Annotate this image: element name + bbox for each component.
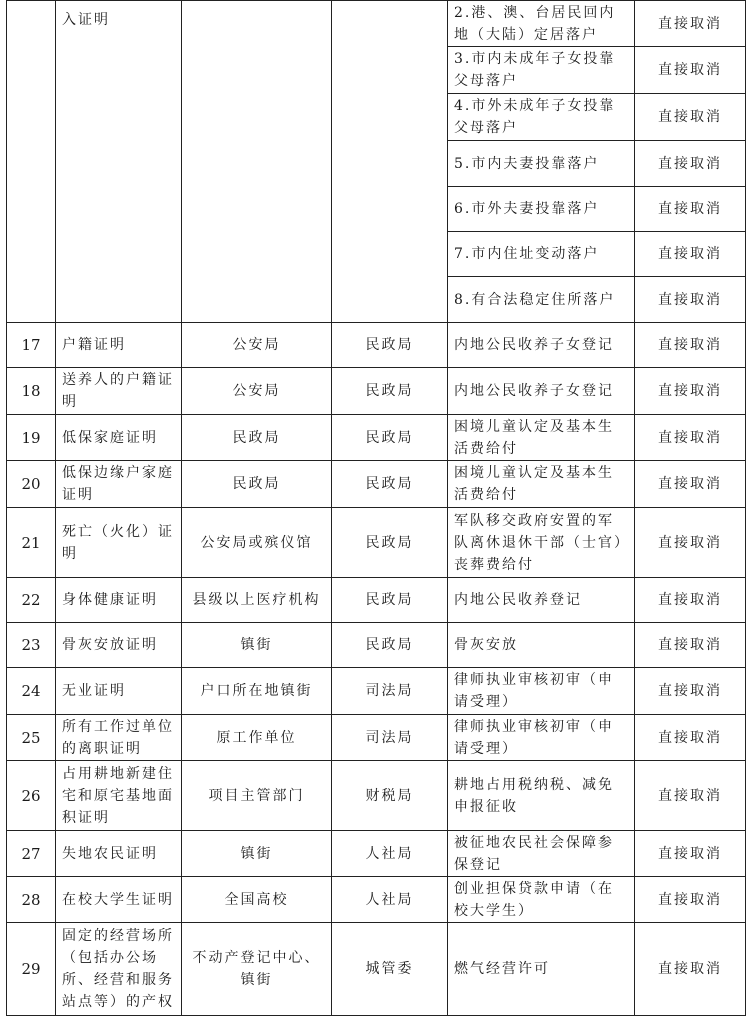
table-row — [7, 368, 746, 415]
matter-name: 内地公民收养子女登记 — [448, 368, 635, 415]
handling-method: 直接取消 — [635, 623, 746, 668]
using-department: 城管委 — [332, 923, 448, 1016]
certificate-name: 户籍证明 — [56, 323, 182, 368]
using-department: 民政局 — [332, 578, 448, 623]
issuing-body: 不动产登记中心、镇街 — [182, 923, 332, 1016]
issuing-body: 项目主管部门 — [182, 761, 332, 831]
handling-method: 直接取消 — [635, 415, 746, 461]
issuing-body: 镇街 — [182, 623, 332, 668]
issuing-body: 民政局 — [182, 461, 332, 508]
handling-method: 直接取消 — [635, 715, 746, 761]
handling-method: 直接取消 — [635, 1, 746, 47]
table-row — [7, 508, 746, 578]
certificate-table — [6, 0, 746, 1016]
handling-method: 直接取消 — [635, 578, 746, 623]
handling-method: 直接取消 — [635, 508, 746, 578]
certificate-name: 失地农民证明 — [56, 831, 182, 877]
row-number: 21 — [7, 508, 56, 578]
handling-method: 直接取消 — [635, 277, 746, 323]
matter-name: 燃气经营许可 — [448, 923, 635, 1016]
using-department: 民政局 — [332, 368, 448, 415]
using-department: 人社局 — [332, 877, 448, 923]
table-row — [7, 323, 746, 368]
matter-name: 被征地农民社会保障参保登记 — [448, 831, 635, 877]
certificate-name: 无业证明 — [56, 668, 182, 715]
certificate-name: 入证明 — [56, 1, 182, 323]
certificate-name: 死亡（火化）证明 — [56, 508, 182, 578]
certificate-name: 低保家庭证明 — [56, 415, 182, 461]
issuing-body: 户口所在地镇街 — [182, 668, 332, 715]
matter-name: 内地公民收养子女登记 — [448, 323, 635, 368]
certificate-name: 所有工作过单位的离职证明 — [56, 715, 182, 761]
matter-name: 7.市内住址变动落户 — [448, 232, 635, 277]
issuing-body: 原工作单位 — [182, 715, 332, 761]
row-number: 26 — [7, 761, 56, 831]
row-number: 29 — [7, 923, 56, 1016]
certificate-name: 在校大学生证明 — [56, 877, 182, 923]
handling-method: 直接取消 — [635, 761, 746, 831]
table-row — [7, 415, 746, 461]
certificate-name: 身体健康证明 — [56, 578, 182, 623]
issuing-body: 公安局 — [182, 323, 332, 368]
row-number: 28 — [7, 877, 56, 923]
issuing-body: 民政局 — [182, 415, 332, 461]
handling-method: 直接取消 — [635, 831, 746, 877]
using-department: 财税局 — [332, 761, 448, 831]
matter-name: 5.市内夫妻投靠落户 — [448, 141, 635, 187]
using-department: 民政局 — [332, 415, 448, 461]
certificate-name: 骨灰安放证明 — [56, 623, 182, 668]
issuing-body: 镇街 — [182, 831, 332, 877]
matter-name: 创业担保贷款申请（在校大学生） — [448, 877, 635, 923]
issuing-body: 公安局 — [182, 368, 332, 415]
row-number: 23 — [7, 623, 56, 668]
using-department: 人社局 — [332, 831, 448, 877]
table-row — [7, 623, 746, 668]
matter-name: 内地公民收养登记 — [448, 578, 635, 623]
certificate-name: 送养人的户籍证明 — [56, 368, 182, 415]
using-department: 民政局 — [332, 461, 448, 508]
matter-name: 律师执业审核初审（申请受理） — [448, 715, 635, 761]
using-department: 民政局 — [332, 508, 448, 578]
table-row — [7, 831, 746, 877]
handling-method: 直接取消 — [635, 232, 746, 277]
matter-name: 困境儿童认定及基本生活费给付 — [448, 461, 635, 508]
certificate-name: 低保边缘户家庭证明 — [56, 461, 182, 508]
handling-method: 直接取消 — [635, 141, 746, 187]
row-number: 24 — [7, 668, 56, 715]
handling-method: 直接取消 — [635, 877, 746, 923]
matter-name: 困境儿童认定及基本生活费给付 — [448, 415, 635, 461]
handling-method: 直接取消 — [635, 668, 746, 715]
using-department: 民政局 — [332, 623, 448, 668]
using-department: 民政局 — [332, 323, 448, 368]
matter-name: 律师执业审核初审（申请受理） — [448, 668, 635, 715]
row-number: 27 — [7, 831, 56, 877]
matter-name: 骨灰安放 — [448, 623, 635, 668]
certificate-name: 占用耕地新建住宅和原宅基地面积证明 — [56, 761, 182, 831]
matter-name: 3.市内未成年子女投靠父母落户 — [448, 47, 635, 94]
matter-name: 6.市外夫妻投靠落户 — [448, 187, 635, 232]
table-row — [7, 761, 746, 831]
handling-method: 直接取消 — [635, 94, 746, 141]
matter-name: 4.市外未成年子女投靠父母落户 — [448, 94, 635, 141]
row-number: 19 — [7, 415, 56, 461]
handling-method: 直接取消 — [635, 47, 746, 94]
handling-method: 直接取消 — [635, 368, 746, 415]
table-row — [7, 715, 746, 761]
handling-method: 直接取消 — [635, 923, 746, 1016]
row-number — [7, 1, 56, 323]
table-row — [7, 668, 746, 715]
handling-method: 直接取消 — [635, 187, 746, 232]
table-row — [7, 461, 746, 508]
matter-name: 2.港、澳、台居民回内地（大陆）定居落户 — [448, 1, 635, 47]
using-department — [332, 1, 448, 323]
matter-name: 8.有合法稳定住所落户 — [448, 277, 635, 323]
table-row — [7, 923, 746, 1016]
table-row — [7, 578, 746, 623]
row-number: 20 — [7, 461, 56, 508]
handling-method: 直接取消 — [635, 323, 746, 368]
issuing-body — [182, 1, 332, 323]
row-number: 22 — [7, 578, 56, 623]
issuing-body: 全国高校 — [182, 877, 332, 923]
certificate-name: 固定的经营场所（包括办公场所、经营和服务站点等）的产权 — [56, 923, 182, 1016]
table-row — [7, 877, 746, 923]
matter-name: 军队移交政府安置的军队离休退休干部（士官）丧葬费给付 — [448, 508, 635, 578]
table-row — [7, 1, 746, 47]
issuing-body: 县级以上医疗机构 — [182, 578, 332, 623]
row-number: 25 — [7, 715, 56, 761]
handling-method: 直接取消 — [635, 461, 746, 508]
using-department: 司法局 — [332, 668, 448, 715]
row-number: 18 — [7, 368, 56, 415]
row-number: 17 — [7, 323, 56, 368]
matter-name: 耕地占用税纳税、减免申报征收 — [448, 761, 635, 831]
issuing-body: 公安局或殡仪馆 — [182, 508, 332, 578]
using-department: 司法局 — [332, 715, 448, 761]
